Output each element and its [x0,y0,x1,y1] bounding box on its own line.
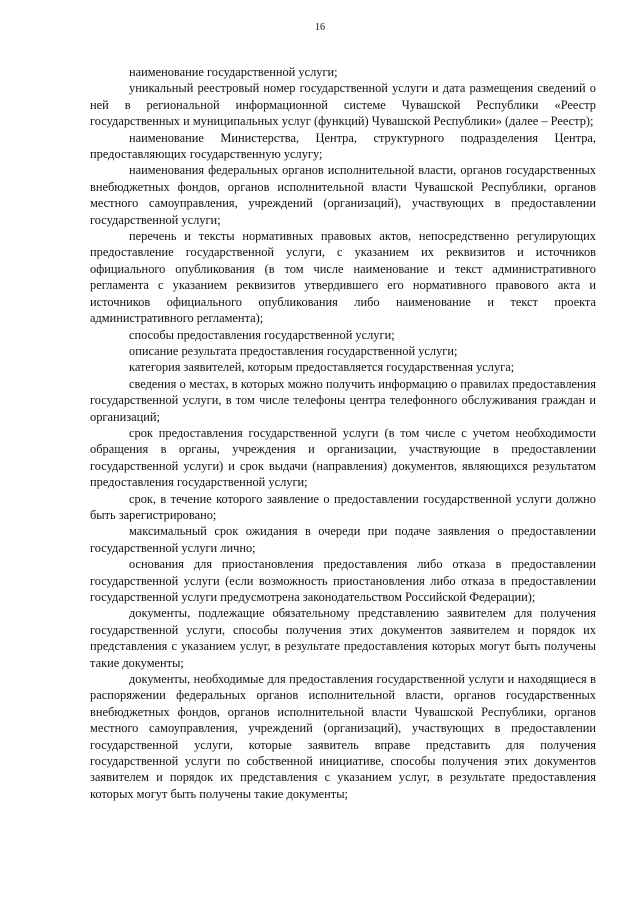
paragraph-queue-wait-time: максимальный срок ожидания в очереди при подаче заявления о предоставлении государственной услуги лично; [90,524,596,555]
page-number: 16 [315,22,325,33]
paragraph-provision-methods: способы предоставления государственной услуги; [129,327,395,342]
paragraph-result-description: описание результата предоставления государственной услуги; [129,343,458,358]
paragraph-ministry-name: наименование Министерства, Центра, структурного подразделения Центра, предоставляющих государственную услугу; [90,130,596,162]
paragraph-registration-term: срок, в течение которого заявление о предоставлении государственной услуги должно быть зарегистрировано; [90,491,596,522]
document-body [90,64,596,802]
paragraph-service-name: наименование государственной услуги; [129,65,338,79]
paragraph-applicant-category: категория заявителей, которым предоставляется государственная услуга; [129,360,515,375]
paragraph-participating-bodies: наименования федеральных органов исполнительной власти, органов государственных внебюджетных фондов, органов исполнительной власти Чувашской Республики, органов местного самоуправления, учреждений (организаций), участвующих в предоставлении государственной услуги; [90,163,596,227]
paragraph-legal-acts: перечень и тексты нормативных правовых актов, непосредственно регулирующих предоставление государственной услуги, с указанием их реквизитов и источников официального опубликования (в том числе наименование и текст административного регламента с указанием реквизитов утвердившего его нормативного правового акта и источников официального опубликования либо наименование и текст проекта административного регламента); [90,229,596,326]
paragraph-suspension-grounds: основания для приостановления предоставления либо отказа в предоставлении государственной услуги (если возможность приостановления либо отказа в предоставлении государственной услуги предусмотрена законодательством Российской Федерации); [90,557,596,604]
paragraph-mandatory-documents: документы, подлежащие обязательному представлению заявителем для получения государственной услуги, способы получения этих документов заявителем и порядок их представления с указанием услуг, в результате предоставления которых могут быть получены такие документы; [90,606,596,670]
paragraph-optional-documents: документы, необходимые для предоставления государственной услуги и находящиеся в распоряжении федеральных органов исполнительной власти, органов государственных внебюджетных фондов, органов исполнительной власти Чувашской Республики, органов местного самоуправления, учреждений (организаций), участвующих в предоставлении государственной услуги, которые заявитель вправе представить для получения государственной услуги по собственной инициативе, способы получения этих документов заявителем и порядок их представления с указанием услуг, в результате предоставления которых могут быть получены такие документы; [90,672,596,801]
paragraph-information-places: сведения о местах, в которых можно получить информацию о правилах предоставления государственной услуги, в том числе телефоны центра телефонного обслуживания граждан и организаций; [90,376,596,424]
paragraph-provision-term: срок предоставления государственной услуги (в том числе с учетом необходимости обращения в органы, учреждения и организации, участвующие в предоставлении государственной услуги) и срок выдачи (направления) документов, являющихся результатом предоставления государственной услуги; [90,425,596,490]
paragraph-registry-number: уникальный реестровый номер государственной услуги и дата размещения сведений о ней в региональной информационной системе Чувашской Республики «Реестр государственных и муниципальных услуг (функций) Чувашской Республики» (далее – Реестр); [90,81,596,129]
